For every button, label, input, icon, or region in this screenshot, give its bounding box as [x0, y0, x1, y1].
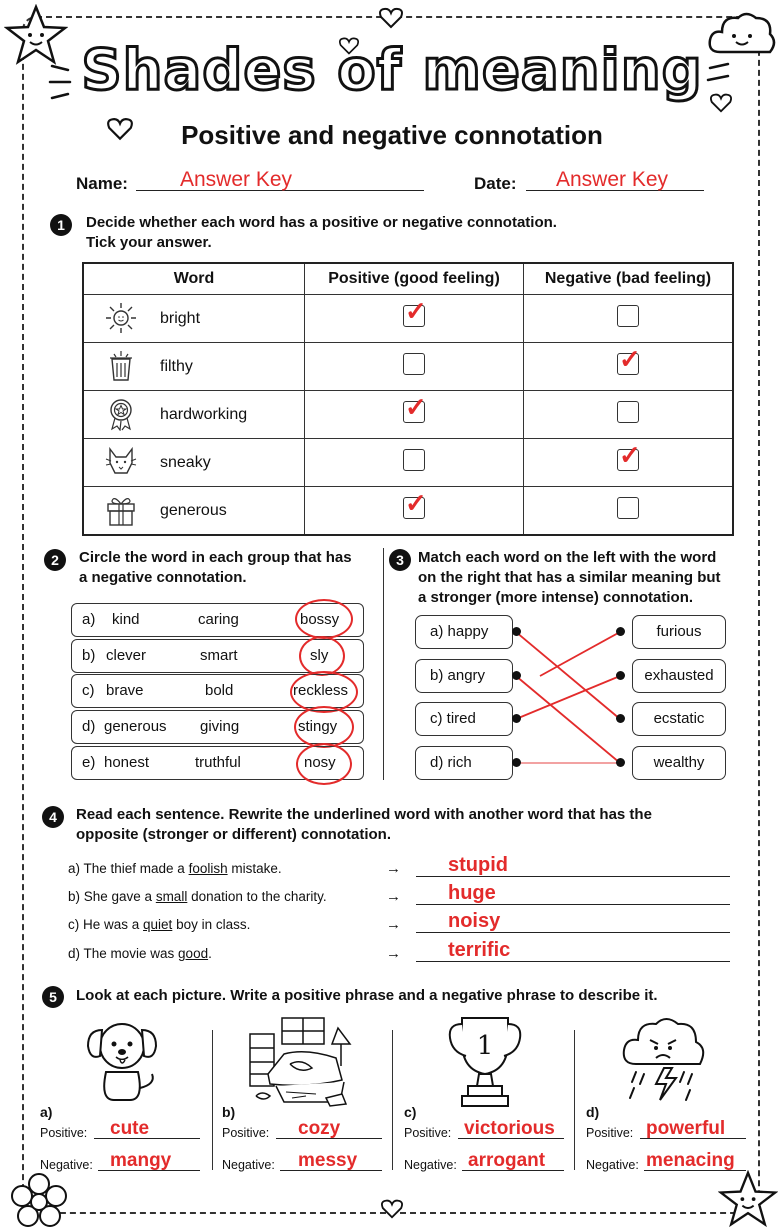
positive-answer[interactable]: victorious [464, 1118, 555, 1139]
answer-field[interactable]: huge [448, 882, 496, 904]
checkmark-icon: ✓ [619, 440, 641, 470]
name-field[interactable]: Answer Key [180, 168, 293, 191]
word-label: generous [160, 501, 227, 519]
word-group-row: c) brave bold reckless [71, 674, 364, 708]
negative-answer[interactable]: menacing [646, 1150, 735, 1171]
match-left-item[interactable]: b) angry [415, 659, 513, 693]
match-dot[interactable] [512, 627, 521, 636]
negative-label: Negative: [40, 1158, 93, 1172]
picture-letter: b) [222, 1104, 236, 1120]
positive-answer[interactable]: cozy [298, 1118, 341, 1139]
positive-answer[interactable]: powerful [646, 1118, 726, 1139]
sentence: b) She gave a small donation to the charity. [68, 889, 327, 904]
puppy-icon [80, 1014, 164, 1104]
answer-field[interactable]: stupid [448, 854, 508, 876]
column-divider [574, 1030, 575, 1170]
arrow-icon: → [386, 888, 401, 905]
match-right-item[interactable]: ecstatic [632, 702, 726, 736]
arrow-icon: → [386, 945, 401, 962]
question-number-1: 1 [50, 214, 72, 236]
negative-answer[interactable]: messy [298, 1150, 358, 1171]
picture-letter: d) [586, 1104, 600, 1120]
word-label: sneaky [160, 453, 211, 471]
match-dot[interactable] [616, 627, 625, 636]
match-dot[interactable] [512, 714, 521, 723]
name-label: Name: [76, 174, 128, 193]
column-divider [392, 1030, 393, 1170]
match-dot[interactable] [616, 714, 625, 723]
positive-label: Positive: [40, 1126, 88, 1140]
storm-cloud-icon [620, 1012, 710, 1108]
q5-instruction: Look at each picture. Write a positive phrase and a negative phrase to describe it. [76, 987, 658, 1004]
trophy-number: 1 [476, 1031, 494, 1061]
checkmark-icon: ✓ [405, 296, 427, 326]
match-left-item[interactable]: c) tired [415, 702, 513, 736]
match-dot[interactable] [616, 671, 625, 680]
col-word-header: Word [83, 263, 305, 295]
negative-label: Negative: [404, 1158, 457, 1172]
match-right-item[interactable]: wealthy [632, 746, 726, 780]
negative-answer[interactable]: mangy [110, 1150, 172, 1171]
negative-answer[interactable]: arrogant [468, 1150, 546, 1171]
word-label: bright [160, 309, 201, 327]
circled-word[interactable]: reckless [293, 682, 349, 699]
match-right-item[interactable]: furious [632, 615, 726, 649]
question-number-4: 4 [42, 806, 64, 828]
word-group-row: e) honest truthful nosy [71, 746, 364, 780]
arrow-icon: → [386, 916, 401, 933]
word-group-row: b) clever smart sly [71, 639, 364, 673]
word-label: filthy [160, 357, 193, 375]
trophy-icon [446, 1012, 524, 1110]
q3-instruction: Match each word on the left with the word on the right that has a similar meaning but a stronger (more intense) connotation. [418, 549, 721, 606]
positive-label: Positive: [404, 1126, 452, 1140]
circled-word[interactable]: sly [310, 647, 329, 664]
circled-word[interactable]: stingy [298, 718, 338, 735]
picture-letter: a) [40, 1104, 53, 1120]
checkmark-icon: ✓ [405, 488, 427, 518]
worksheet-title: Shades of meaning [81, 38, 703, 103]
col-negative-header: Negative (bad feeling) [524, 263, 734, 295]
positive-answer[interactable]: cute [110, 1118, 150, 1139]
col-positive-header: Positive (good feeling) [305, 263, 524, 295]
sentence: a) The thief made a foolish mistake. [68, 861, 282, 876]
picture-letter: c) [404, 1104, 417, 1120]
question-number-3: 3 [389, 549, 411, 571]
circled-word[interactable]: bossy [300, 611, 340, 628]
arrow-icon: → [386, 860, 401, 877]
answer-field[interactable]: noisy [448, 910, 501, 932]
negative-label: Negative: [222, 1158, 275, 1172]
match-left-item[interactable]: d) rich [415, 746, 513, 780]
question-number-5: 5 [42, 986, 64, 1008]
checkmark-icon: ✓ [619, 344, 641, 374]
match-right-item[interactable]: exhausted [632, 659, 726, 693]
date-field[interactable]: Answer Key [556, 168, 669, 191]
negative-label: Negative: [586, 1158, 639, 1172]
checkmark-icon: ✓ [405, 392, 427, 422]
sentence: c) He was a quiet boy in class. [68, 917, 251, 932]
q2-instruction: Circle the word in each group that has a negative connotation. [79, 549, 352, 586]
column-divider [212, 1030, 213, 1170]
question-number-2: 2 [44, 549, 66, 571]
word-group-row: d) generous giving stingy [71, 710, 364, 744]
circled-word[interactable]: nosy [304, 754, 336, 771]
messy-room-icon [246, 1014, 358, 1110]
word-label: hardworking [160, 405, 248, 423]
match-left-item[interactable]: a) happy [415, 615, 513, 649]
positive-label: Positive: [586, 1126, 634, 1140]
answer-field[interactable]: terrific [448, 939, 511, 961]
date-label: Date: [474, 174, 517, 193]
worksheet-subtitle: Positive and negative connotation [181, 120, 603, 150]
q1-instruction: Decide whether each word has a positive or negative connotation. Tick your answer. [86, 214, 557, 251]
match-dot[interactable] [512, 671, 521, 680]
word-group-row: a) kind caring bossy [71, 603, 364, 637]
match-dot[interactable] [512, 758, 521, 767]
q4-instruction: Read each sentence. Rewrite the underlined word with another word that has the opposite (stronger or different) connotation. [76, 806, 652, 843]
sentence: d) The movie was good. [68, 946, 212, 961]
positive-label: Positive: [222, 1126, 270, 1140]
match-dot[interactable] [616, 758, 625, 767]
